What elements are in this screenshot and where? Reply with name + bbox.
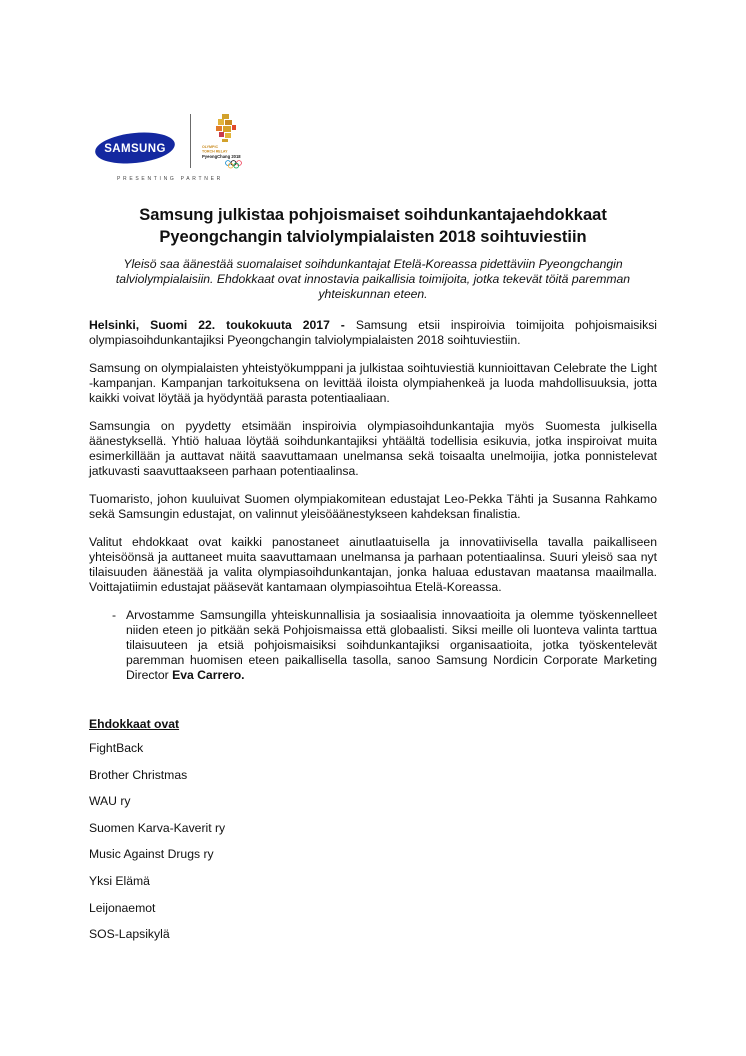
emblem-text-1: OLYMPIC [202,145,219,149]
emblem-text-2: TORCH RELAY [202,149,228,154]
quote-speaker: Eva Carrero. [172,668,245,682]
olympic-torch-relay-emblem-icon [198,110,256,172]
candidate-item: Yksi Elämä [89,873,150,888]
candidate-item: Music Against Drugs ry [89,847,214,862]
logo-area [88,110,268,190]
paragraph-4: Tuomaristo, johon kuuluivat Suomen olympiakomitean edustajat Leo-Pekka Tähti ja Susanna Rahkamo sekä Samsungin edustajat, on valinnut yleisöäänestykseen kahdeksan finalistia. [89,492,657,521]
lead-paragraph: Yleisö saa äänestää suomalaiset soihdunkantajat Etelä-Koreassa pidettäviin Pyeongchangin talviolympialaisiin. Ehdokkaat ovat innostavia paikallisia toimijoita, jotka tekevät töitä paremman yhteiskunnan eteen. [115,257,631,301]
candidates-list [89,741,657,954]
samsung-logo [94,130,176,166]
paragraph-2: Samsung on olympialaisten yhteistyökumppani ja julkistaa soihtuviestiä kunnioittavan Celebrate the Light -kampanjan. Kampanjan tarkoituksena on levittää iloista olympiahenkeä ja luoda mahdollisuuksia, jotta kaikki voivat löytää ja hyödyntää parasta potentiaaliaan. [89,361,657,405]
candidate-item: WAU ry [89,794,131,809]
candidate-item: SOS-Lapsikylä [89,927,170,942]
candidate-item: FightBack [89,741,144,755]
samsung-logo-text: SAMSUNG [104,143,166,155]
candidate-item: Suomen Karva-Kaverit ry [89,820,226,835]
quote-text: Arvostamme Samsungilla yhteiskunnallisia ja sosiaalisia innovaatioita ja olemme työskennelleet niiden eteen jo pitkään sekä Pohjoismaissa että globaalisti. Siksi meille oli luonteva valinta tarttua tilaisuuteen ja etsiä pohjoismaisiksi soihdunkantajiksi organisaatioita, jotka työskentelevät paremman huomisen eteen paikallisella tasolla, sanoo Samsung Nordicin Corporate Marketing Director [126,608,657,682]
candidate-item: Brother Christmas [89,767,188,782]
article-body [89,318,657,954]
paragraph-5: Valitut ehdokkaat ovat kaikki panostaneet ainutlaatuisella ja innovatiivisella tavalla paikalliseen yhteisöönsä ja auttaneet muita saavuttamaan unelmansa ja parhaan potentiaalinsa. Suuri yleisö saa nyt tilaisuuden äänestää ja valita olympiasoihdunkantajan, jonka haluaa edustavan maatansa maailmalla. Voittajatiimin edustajat pääsevät kantamaan olympiasoihtua Etelä-Koreassa. [89,535,657,594]
paragraph-3: Samsungia on pyydetty etsimään inspiroivia olympiasoihdunkantajia myös Suomesta julkisella äänestyksellä. Yhtiö haluaa löytää soihdunkantajiksi yhtäältä todellisia esikuvia, jotka inspiroivat muita esimerkillään ja auttavat näitä saavuttamaan unelmansa sekä toisaalta unelmoijia, jotka ponnistelevat jatkuvasti saavuttaakseen parhaan potentiaalinsa. [89,419,657,478]
title-line-1: Samsung julkistaa pohjoismaiset soihdunkantajaehdokkaat [139,206,607,224]
paragraph-dateline [89,318,657,348]
quote-block [89,608,657,683]
candidates-heading: Ehdokkaat ovat [89,717,180,731]
presenting-partner-label: PRESENTING PARTNER [117,176,223,182]
press-release-title [60,204,686,248]
emblem-text-3: PyeongChang 2018 [202,154,241,159]
paragraph-1-text: Samsung etsii inspiroivia toimijoita pohjoismaisiksi olympiasoihdunkantajiksi Pyeongchangin talviolympialaisten 2018 soihtuviestiin. [89,318,657,347]
logo-divider [190,114,191,168]
candidate-item: Leijonaemot [89,900,156,915]
quote-dash: - [112,608,117,622]
dateline: Helsinki, Suomi 22. toukokuuta 2017 - [89,318,345,332]
title-line-2: Pyeongchangin talviolympialaisten 2018 soihtuviestiin [159,228,587,246]
